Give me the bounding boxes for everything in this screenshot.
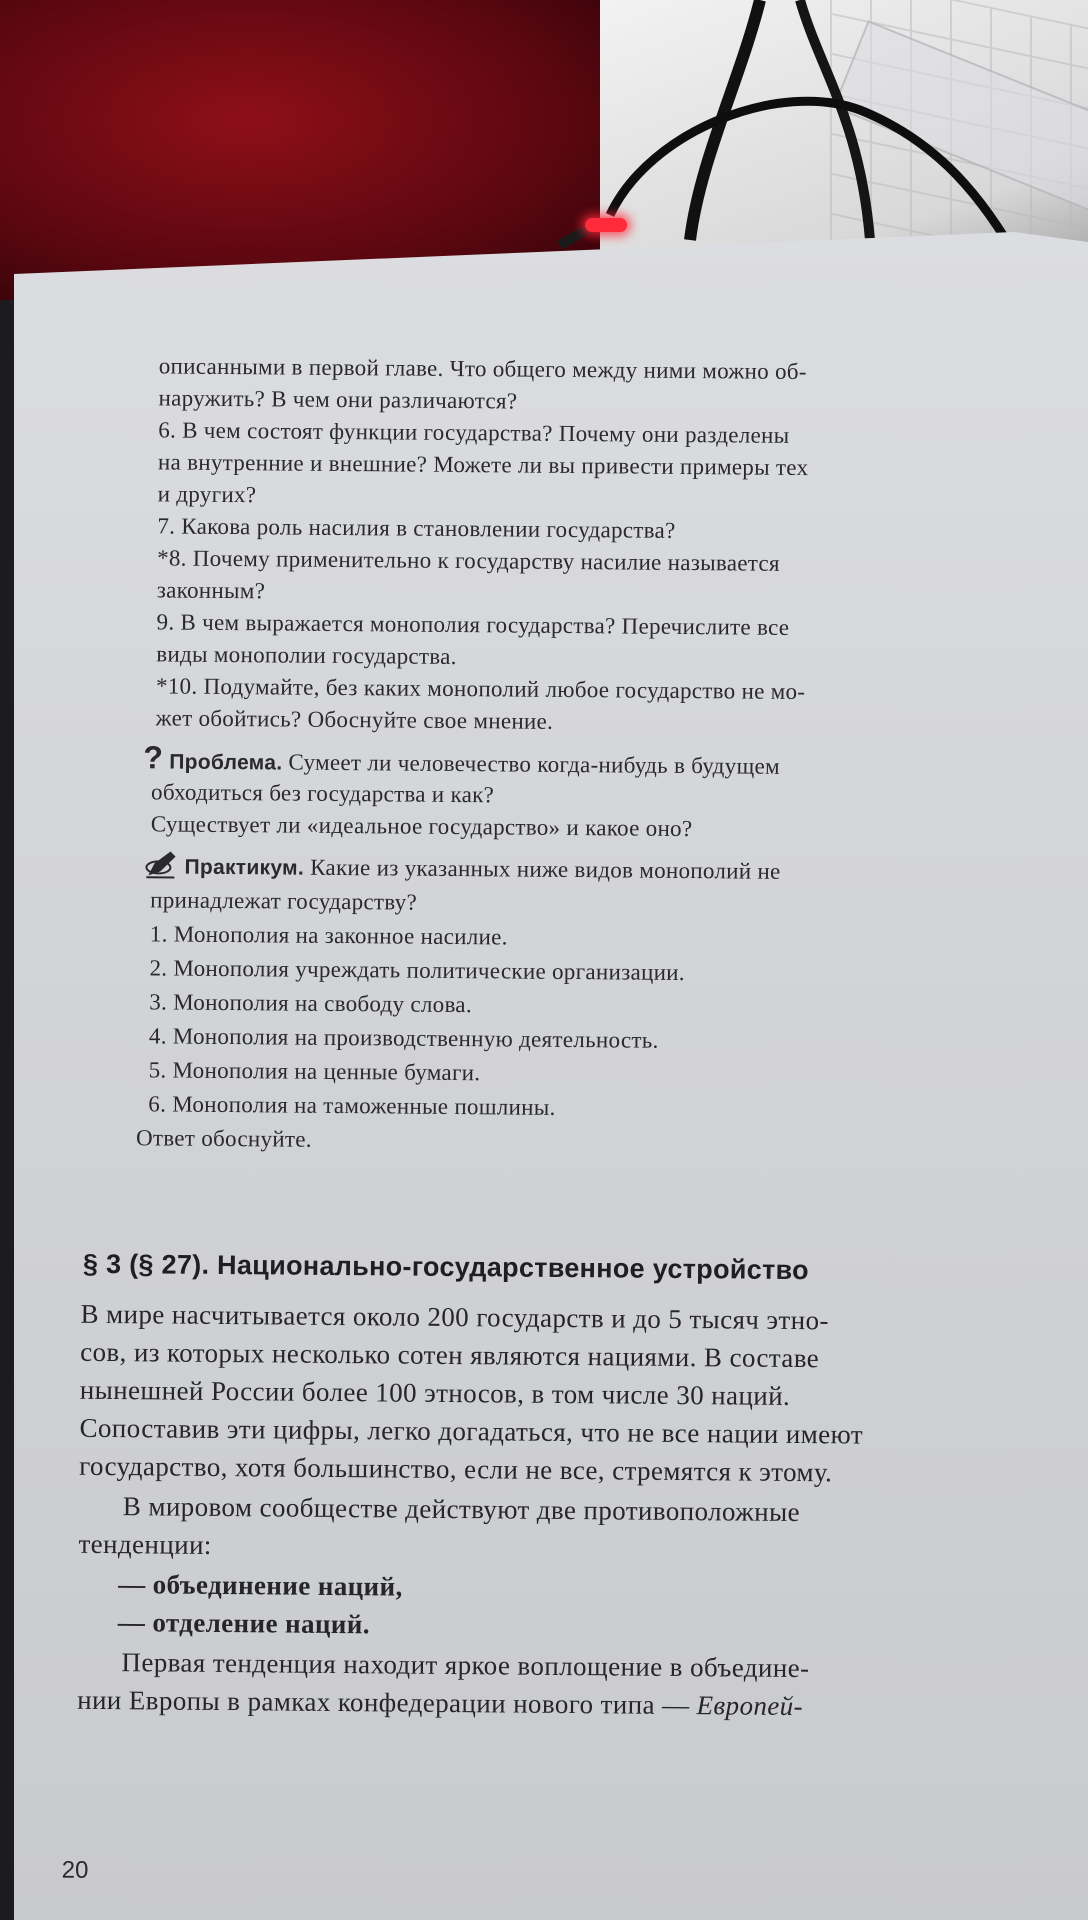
question-mark-icon: ? (143, 739, 164, 776)
practicum-text: Какие из указанных ниже видов монополий не (310, 854, 781, 884)
problem-line-2: обходиться без государства и как? (150, 779, 495, 808)
dash-item: — отделение наций. (117, 1607, 371, 1640)
text-line: на внутренние и внешние? Можете ли вы привести примеры тех (157, 449, 809, 481)
body-line: сов, из которых несколько сотен являются нациями. В составе (80, 1336, 820, 1374)
body-line: Первая тенденция находит яркое воплощение в объедине- (121, 1647, 810, 1684)
text-line: 6. В чем состоят функции государства? Почему они разделены (158, 417, 790, 448)
text-line: виды монополии государства. (156, 641, 457, 670)
body-line: государство, хотя большинство, если не все, стремятся к этому. (79, 1450, 833, 1488)
practicum-line-2: принадлежат государству? (150, 887, 418, 915)
text-line: 7. Какова роль насилия в становлении государства? (157, 513, 676, 543)
problem-line-3: Существует ли «идеальное государство» и какое оно? (150, 811, 693, 842)
practicum-item: 1. Монополия на законное насилие. (149, 921, 508, 950)
problem-text: Сумеет ли человечество когда-нибудь в будущем (288, 749, 780, 779)
practicum-item: 5. Монополия на ценные бумаги. (148, 1057, 481, 1086)
pencil-icon (144, 849, 178, 879)
body-line: Сопоставив эти цифры, легко догадаться, что не все нации имеют (79, 1412, 864, 1450)
problem-label: Проблема. (169, 750, 283, 775)
body-line: нынешней России более 100 этносов, в том числе 30 наций. (79, 1374, 791, 1411)
body-line (77, 1685, 803, 1722)
body-line: В мировом сообществе действуют две противоположные (122, 1491, 801, 1528)
text-line: *10. Подумайте, без каких монополий любое государство не мо- (155, 673, 806, 705)
text-line: *8. Почему применительно к государству насилие называется (157, 545, 780, 576)
text-line: наружить? В чем они различаются? (158, 385, 518, 414)
text-line: описанными в первой главе. Что общего между ними можно об- (158, 353, 807, 385)
body-line: В мире насчитывается около 200 государств и до 5 тысяч этно- (80, 1298, 829, 1336)
text-line: законным? (156, 577, 266, 604)
practicum-label: Практикум. (184, 855, 305, 880)
practicum-item: 3. Монополия на свободу слова. (149, 989, 473, 1018)
practicum-item: 6. Монополия на таможенные пошлины. (148, 1091, 556, 1120)
text-line: и других? (157, 481, 257, 508)
practicum-line (144, 849, 780, 885)
practicum-item: 4. Монополия на производственную деятельность. (148, 1023, 659, 1053)
text-line: жет обойтись? Обоснуйте свое мнение. (155, 705, 554, 734)
body-text: нии Европы в рамках конфедерации нового типа — (77, 1684, 690, 1721)
practicum-item: 2. Монополия учреждать политические организации. (149, 955, 686, 986)
page-number: 20 (61, 1856, 89, 1884)
text-line: 9. В чем выражается монополия государства? Перечислите все (156, 609, 790, 640)
dash-item: — объединение наций, (118, 1569, 403, 1602)
practicum-conclusion: Ответ обоснуйте. (135, 1125, 312, 1152)
body-italic: Европей- (696, 1690, 804, 1722)
section-heading: § 3 (§ 27). Национально-государственное устройство (82, 1248, 810, 1286)
problem-line (143, 739, 780, 782)
body-line: тенденции: (78, 1528, 212, 1560)
